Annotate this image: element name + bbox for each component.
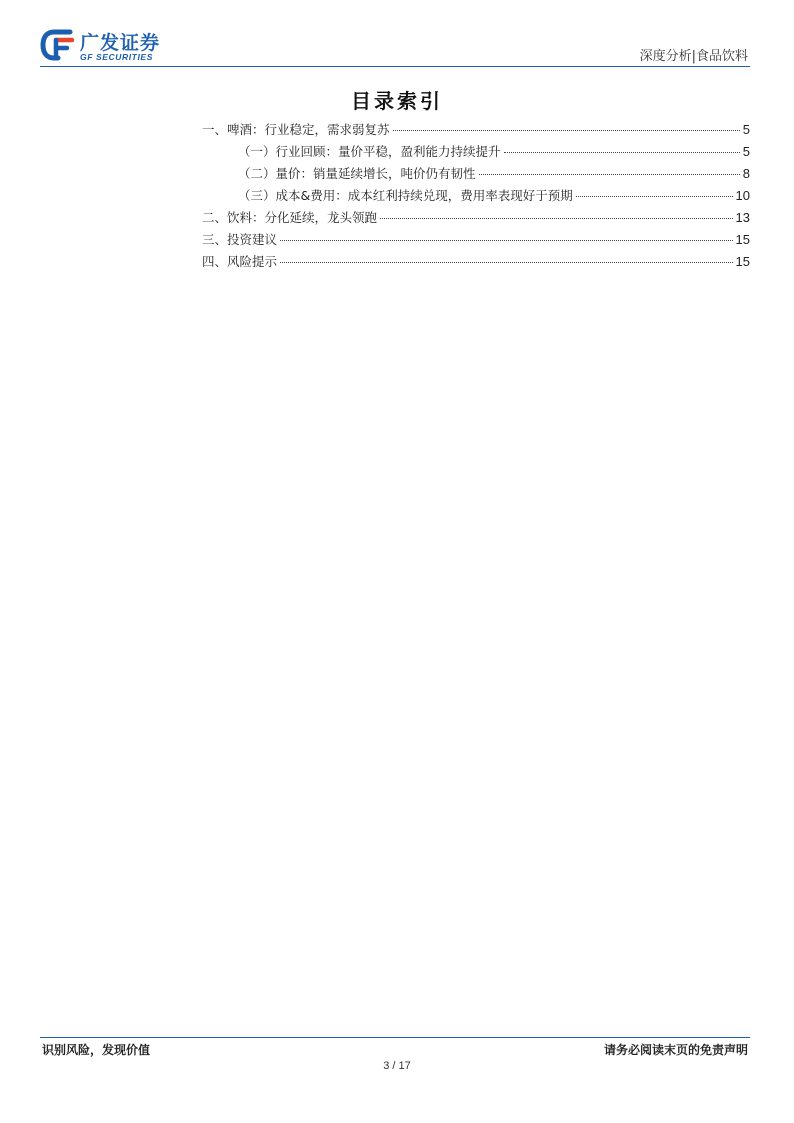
footer-disclaimer-note: 请务必阅读末页的免责声明 xyxy=(603,1043,748,1057)
toc-entry-text: 四、风险提示 xyxy=(202,254,278,269)
toc-entry-beverage[interactable] xyxy=(202,208,750,230)
toc-entry-text: （三）成本&费用：成本红利持续兑现，费用率表现好于预期 xyxy=(238,188,573,203)
gf-logo-mark-icon xyxy=(40,28,76,62)
toc-leader-dots xyxy=(380,218,733,219)
toc-entry-industry-review[interactable] xyxy=(202,142,750,164)
toc-title: 目录索引 xyxy=(351,89,443,113)
header-divider xyxy=(40,66,750,67)
toc-leader-dots xyxy=(504,152,740,153)
toc-entry-text: （一）行业回顾：量价平稳，盈利能力持续提升 xyxy=(238,144,501,159)
toc-entry-page: 5 xyxy=(742,144,750,159)
toc-entry-text: 三、投资建议 xyxy=(202,232,278,247)
toc-entry-cost-expense[interactable] xyxy=(202,186,750,208)
toc-leader-dots xyxy=(576,196,733,197)
toc-entry-beer[interactable] xyxy=(202,120,750,142)
toc-leader-dots xyxy=(280,262,733,263)
toc-entry-risk-warning[interactable] xyxy=(202,252,750,274)
page-number: 3 / 17 xyxy=(383,1060,411,1072)
company-logo xyxy=(40,26,180,66)
toc-entry-text: （二）量价：销量延续增长，吨价仍有韧性 xyxy=(238,166,476,181)
toc-entry-investment-advice[interactable] xyxy=(202,230,750,252)
table-of-contents xyxy=(202,120,750,274)
toc-leader-dots xyxy=(280,240,733,241)
toc-entry-page: 15 xyxy=(735,254,750,269)
toc-entry-page: 10 xyxy=(735,188,750,203)
toc-entry-page: 5 xyxy=(742,122,750,137)
footer-divider xyxy=(40,1037,750,1038)
footer-slogan: 识别风险，发现价值 xyxy=(42,1043,151,1057)
toc-entry-text: 一、啤酒：行业稳定，需求弱复苏 xyxy=(202,122,390,137)
toc-entry-page: 8 xyxy=(742,166,750,181)
logo-chinese-text: 广发证券 xyxy=(80,32,161,54)
toc-entry-page: 13 xyxy=(735,210,750,225)
toc-leader-dots xyxy=(393,130,740,131)
toc-entry-text: 二、饮料：分化延续，龙头领跑 xyxy=(202,210,378,225)
toc-entry-volume-price[interactable] xyxy=(202,164,750,186)
logo-english-text: GF SECURITIES xyxy=(80,52,153,62)
toc-leader-dots xyxy=(479,174,740,175)
toc-entry-page: 15 xyxy=(735,232,750,247)
report-category-label: 深度分析|食品饮料 xyxy=(639,49,748,64)
